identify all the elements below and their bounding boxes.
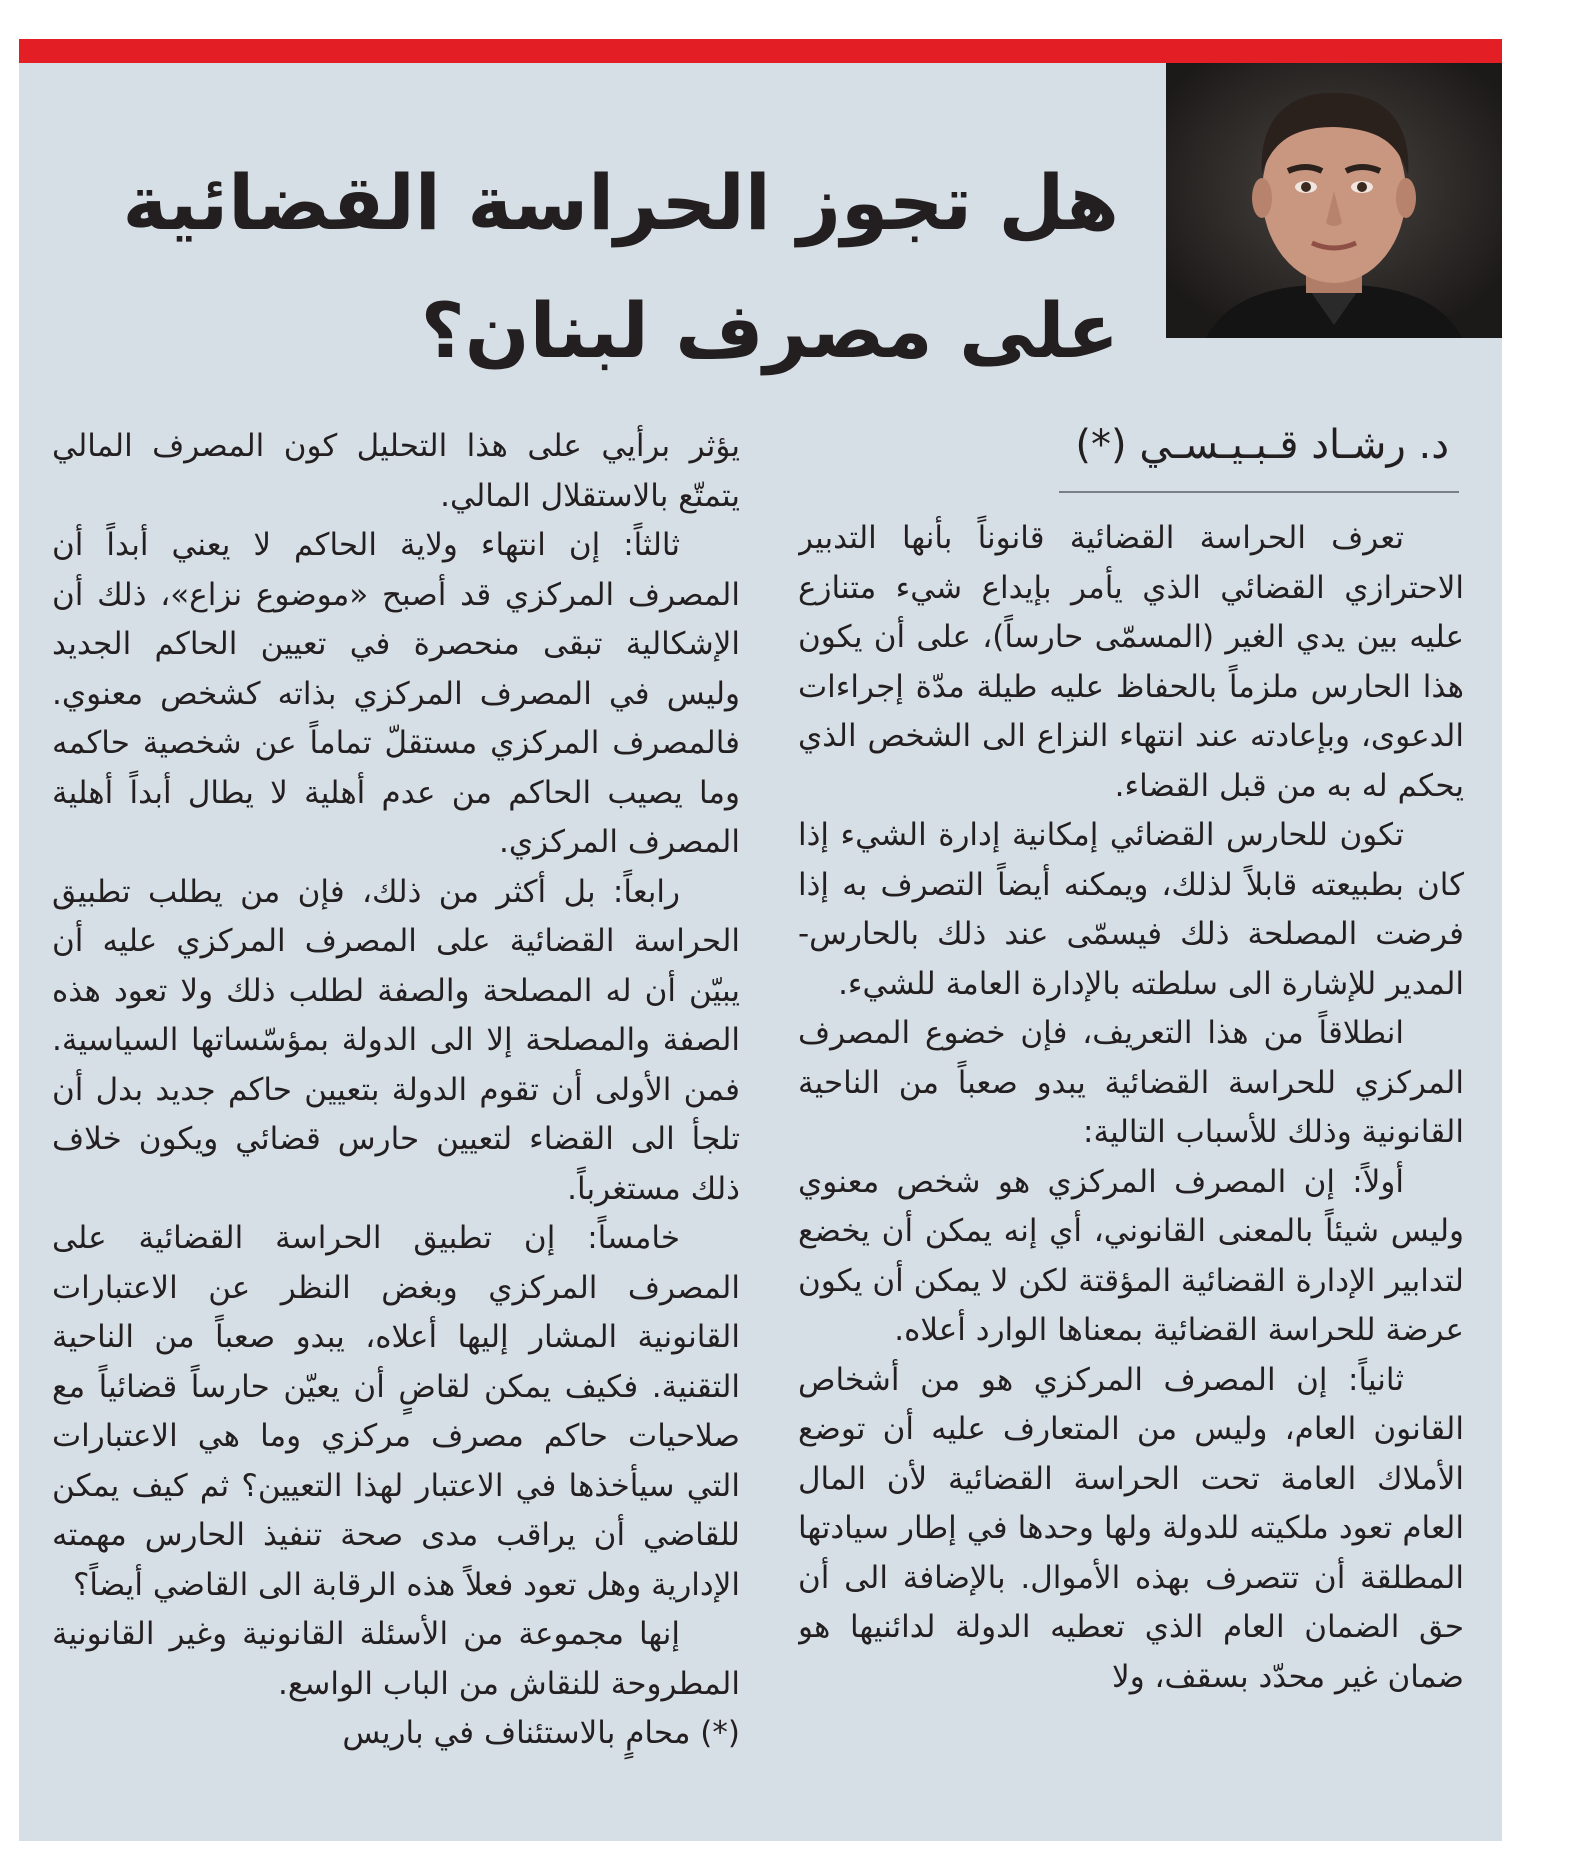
byline-divider (1059, 491, 1459, 493)
article-page (19, 39, 1502, 1841)
paragraph: رابعاً: بل أكثر من ذلك، فإن من يطلب تطبيق الحراسة القضائية على المصرف المركزي عليه أن يبيّن أن له المصلحة والصفة لطلب ذلك ولا تعود هذه الصفة والمصلحة إلا الى الدولة بمؤسّساتها السياسية. فمن الأولى أن تقوم الدولة بتعيين حاكم جديد بدل أن تلجأ الى القضاء لتعيين حارس قضائي ويكون خلاف ذلك مستغرباً. (52, 873, 740, 1207)
paragraph: انطلاقاً من هذا التعريف، فإن خضوع المصرف المركزي للحراسة القضائية يبدو صعباً من الناحية القانونية وذلك للأسباب التالية: (798, 1015, 1464, 1150)
paragraph: إنها مجموعة من الأسئلة القانونية وغير القانونية المطروحة للنقاش من الباب الواسع. (52, 1616, 740, 1702)
paragraph: يؤثر برأيي على هذا التحليل كون المصرف المالي يتمتّع بالاستقلال المالي. (52, 428, 740, 514)
top-accent-bar (19, 39, 1502, 63)
article-column-left (52, 422, 740, 1862)
paragraph: تعرف الحراسة القضائية قانوناً بأنها التدبير الاحترازي القضائي الذي يأمر بإيداع شيء متنازع عليه بين يدي الغير (المسمّى حارساً)، على أن يكون هذا الحارس ملزماً بالحفاظ عليه طيلة مدّة إجراءات الدعوى، وبإعادته عند انتهاء النزاع الى الشخص الذي يحكم له به من قبل القضاء. (798, 520, 1464, 804)
author-portrait-image (1166, 63, 1502, 338)
paragraph: ثانياً: إن المصرف المركزي هو من أشخاص القانون العام، وليس من المتعارف عليه أن توضع الأملاك العامة تحت الحراسة القضائية لأن المال العام تعود ملكيته للدولة ولها وحدها في إطار سيادتها المطلقة أن تتصرف بهذه الأموال. بالإضافة الى أن حق الضمان العام الذي تعطيه الدولة لدائنيها هو ضمان غير محدّد بسقف، ولا (798, 1361, 1464, 1695)
paragraph: ثالثاً: إن انتهاء ولاية الحاكم لا يعني أبداً أن المصرف المركزي قد أصبح «موضوع نزاع»، ذلك أن الإشكالية تبقى منحصرة في تعيين الحاكم الجديد وليس في المصرف المركزي بذاته كشخص معنوي. فالمصرف المركزي مستقلّ تماماً عن شخصية حاكمه وما يصيب الحاكم من عدم أهلية لا يطال أبداً أهلية المصرف المركزي. (52, 527, 740, 860)
author-footnote: (*) محامٍ بالاستئناف في باريس (342, 1715, 740, 1751)
paragraph: أولاً: إن المصرف المركزي هو شخص معنوي وليس شيئاً بالمعنى القانوني، أي إنه يمكن أن يخضع لتدابير الإدارة القضائية المؤقتة لكن لا يمكن أن يكون عرضة للحراسة القضائية بمعناها الوارد أعلاه. (798, 1163, 1464, 1348)
author-photo (1166, 63, 1502, 338)
headline-line-2: على مصرف لبنان؟ (420, 286, 1119, 375)
author-byline: د. رشـاد قـبـيـسـي (*) (1075, 422, 1449, 468)
paragraph: خامساً: إن تطبيق الحراسة القضائية على المصرف المركزي وبغض النظر عن الاعتبارات القانونية المشار إليها أعلاه، يبدو صعباً من الناحية التقنية. فكيف يمكن لقاضٍ أن يعيّن حارساً قضائياً مع صلاحيات حاكم مصرف مركزي وما هي الاعتبارات التي سيأخذها في الاعتبار لهذا التعيين؟ ثم كيف يمكن للقاضي أن يراقب مدى صحة تنفيذ الحارس مهمته الإدارية وهل تعود فعلاً هذه الرقابة الى القاضي أيضاً؟ (52, 1220, 740, 1603)
article-column-right (798, 514, 1464, 1844)
article-headline (122, 139, 1119, 395)
paragraph: تكون للحارس القضائي إمكانية إدارة الشيء إذا كان بطبيعته قابلاً لذلك، ويمكنه أيضاً التصرف به إذا فرضت المصلحة ذلك فيسمّى عند ذلك بالحارس-المدير للإشارة الى سلطته بالإدارة العامة للشيء. (798, 817, 1464, 1002)
headline-line-1: هل تجوز الحراسة القضائية (122, 158, 1119, 247)
